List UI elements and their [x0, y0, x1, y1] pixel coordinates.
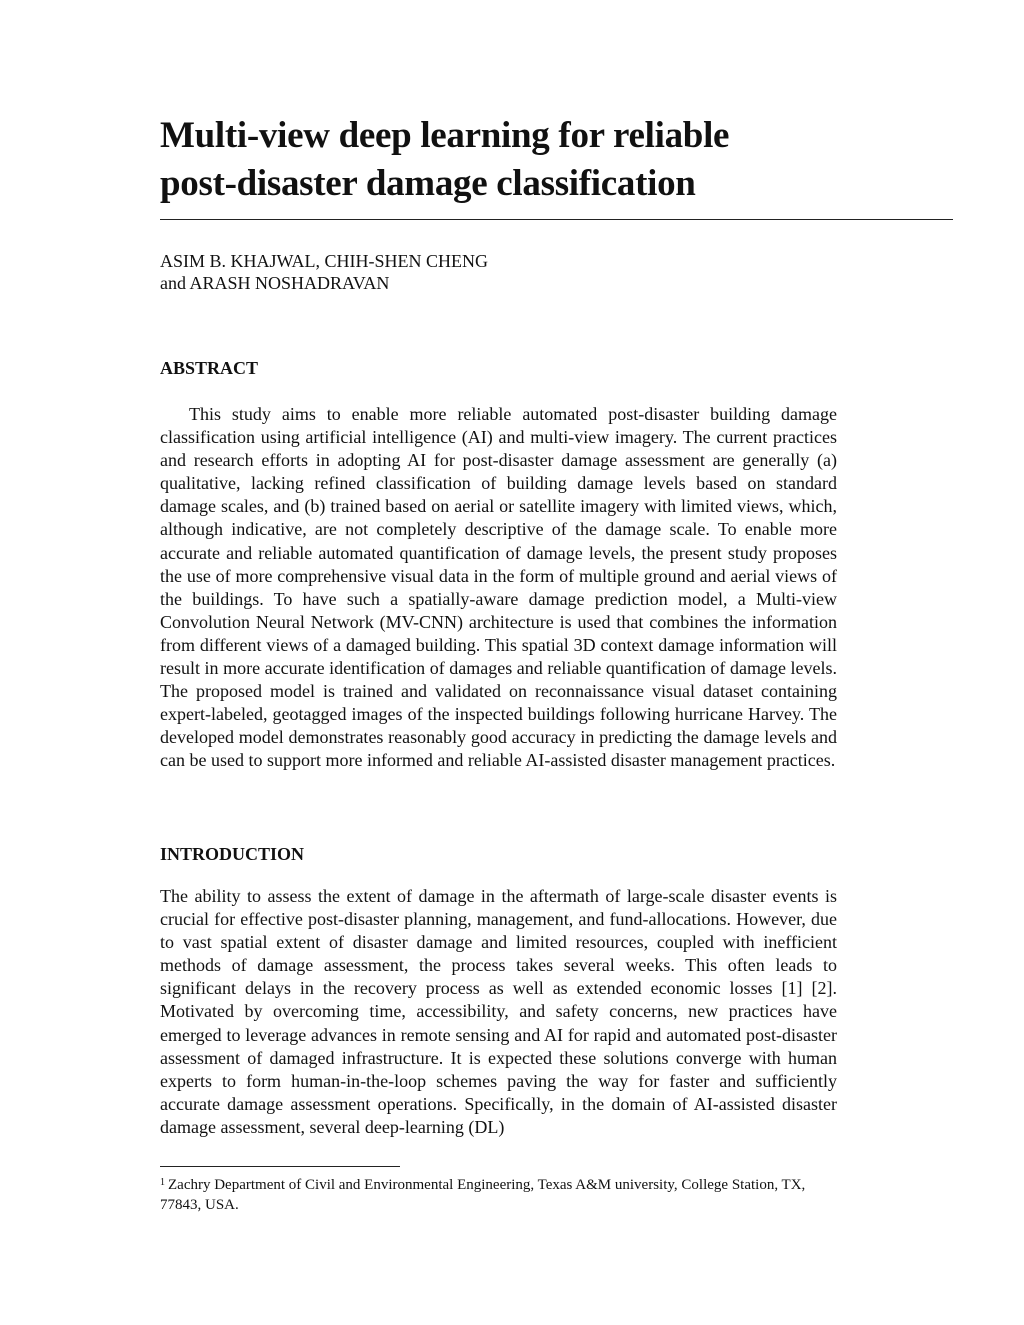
abstract-text: This study aims to enable more reliable automated post-disaster building damage classification using artificial intelligence (AI) and multi-view imagery. The current practices and research efforts in adopting AI for post-disaster damage assessment are generally (a) qualitative, lacking refined classification of building damage levels based on standard damage scales, and (b) trained based on aerial or satellite imagery with limited views, which, although indicative, are not completely descriptive of the damage scale. To enable more accurate and reliable automated quantification of damage levels, the present study proposes the use of more comprehensive visual data in the form of multiple ground and aerial views of the buildings. To have such a spatially-aware damage prediction model, a Multi-view Convolution Neural Network (MV-CNN) architecture is used that combines the information from different views of a damaged building. This spatial 3D context damage information will result in more accurate identification of damages and reliable quantification of damage levels. The proposed model is trained and validated on reconnaissance visual dataset containing expert-labeled, geotagged images of the inspected buildings following hurricane Harvey. The developed model demonstrates reasonably good accuracy in predicting the damage levels and can be used to support more informed and reliable AI-assisted disaster management practices.	[160, 404, 837, 771]
footnote-divider	[160, 1166, 400, 1167]
authors-line-2: and ARASH NOSHADRAVAN	[160, 273, 390, 293]
footnote-marker: 1	[160, 1177, 165, 1188]
title-line-1: Multi-view deep learning for reliable	[160, 115, 730, 156]
title-line-2: post-disaster damage classification	[160, 163, 696, 204]
introduction-heading: INTRODUCTION	[160, 844, 305, 864]
introduction-text: The ability to assess the extent of damage in the aftermath of large-scale disaster events is crucial for effective post-disaster planning, management, and fund-allocations. However, due to vast spatial extent of disaster damage and limited resources, coupled with inefficient methods of damage assessment, the process takes several weeks. This often leads to significant delays in the recovery process as well as extended economic losses [1] [2]. Motivated by overcoming time, accessibility, and safety concerns, new practices have emerged to leverage advances in remote sensing and AI for rapid and automated post-disaster assessment of damaged infrastructure. It is expected these solutions converge with human experts to form human-in-the-loop schemes paving the way for faster and sufficiently accurate damage assessment operations. Specifically, in the domain of AI-assisted disaster damage assessment, several deep-learning (DL)	[160, 886, 837, 1137]
abstract-heading: ABSTRACT	[160, 358, 259, 378]
authors-line-1: ASIM B. KHAJWAL, CHIH-SHEN CHENG	[160, 251, 488, 271]
footnote-text: Zachry Department of Civil and Environmental Engineering, Texas A&M university, College Station, TX, 77843, USA.	[160, 1177, 806, 1213]
title-divider	[160, 219, 953, 220]
author-list	[160, 250, 488, 294]
paper-title	[160, 112, 940, 208]
footnote	[160, 1175, 840, 1215]
